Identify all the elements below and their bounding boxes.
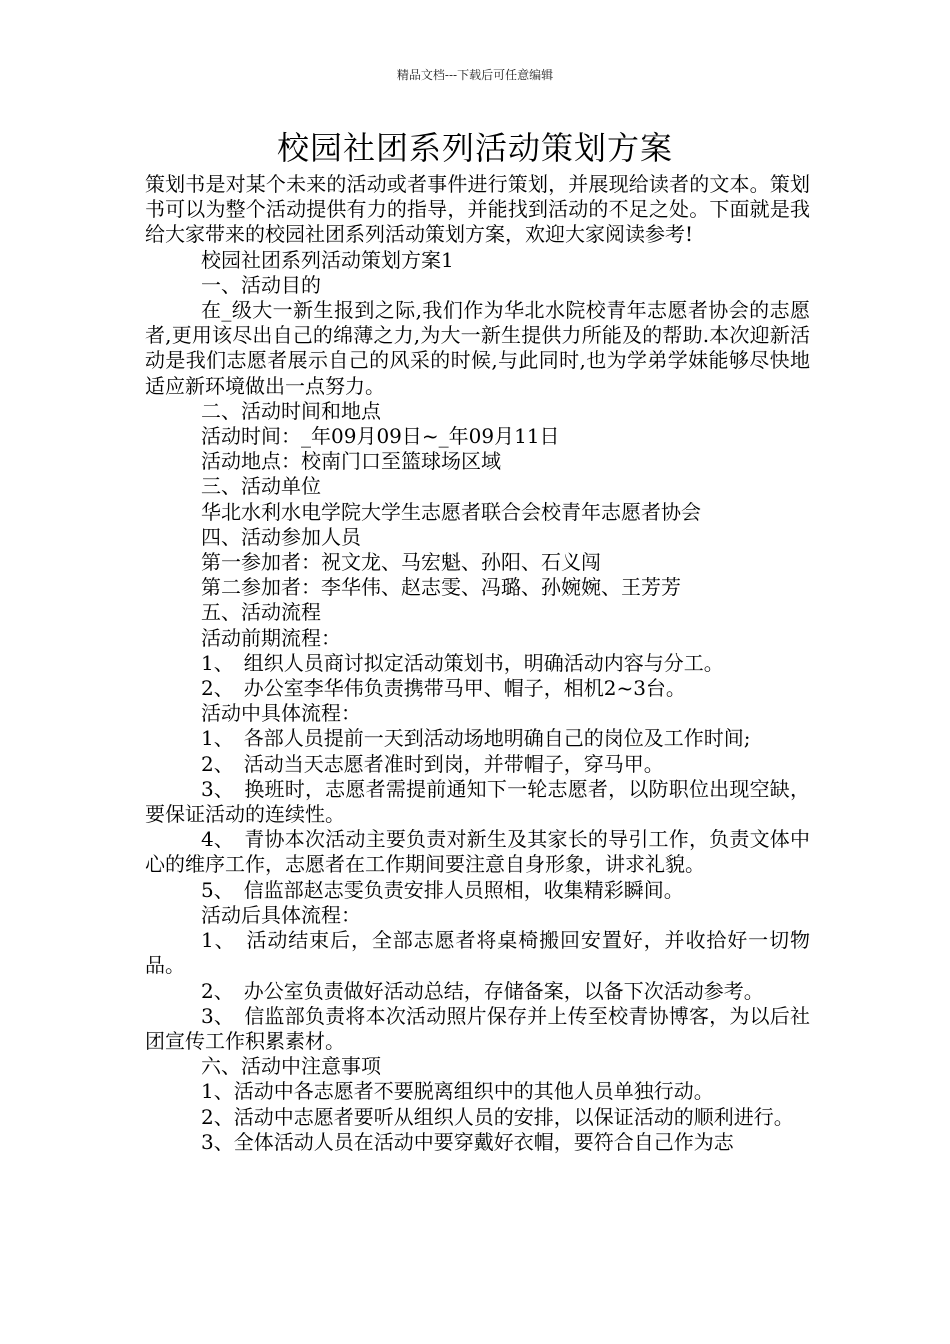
paragraph: 3、 信监部负责将本次活动照片保存并上传至校青协博客，为以后社团宣传工作积累素材。 <box>145 1003 810 1053</box>
paragraph: 四、活动参加人员 <box>201 524 361 549</box>
paragraph: 2、活动中志愿者要听从组织人员的安排，以保证活动的顺利进行。 <box>201 1104 794 1129</box>
paragraph: 第一参加者：祝文龙、马宏魁、孙阳、石义闯 <box>201 550 601 575</box>
paragraph: 二、活动时间和地点 <box>201 398 381 423</box>
paragraph: 五、活动流程 <box>201 600 321 625</box>
paragraph: 活动前期流程： <box>201 625 341 650</box>
paragraph: 活动后具体流程： <box>201 902 361 927</box>
document-title: 校园社团系列活动策划方案 <box>276 129 673 167</box>
paragraph: 1、 活动结束后，全部志愿者将桌椅搬回安置好，并收拾好一切物品。 <box>145 928 810 978</box>
document-body <box>145 172 810 1155</box>
paragraph: 活动时间：_年09月09日~_年09月11日 <box>201 424 560 449</box>
paragraph: 2、 办公室负责做好活动总结，存储备案，以备下次活动参考。 <box>201 978 764 1003</box>
paragraph: 策划书是对某个未来的活动或者事件进行策划，并展现给读者的文本。策划书可以为整个活动提供有力的指导，并能找到活动的不足之处。下面就是我给大家带来的校园社团系列活动策划方案，欢迎大家阅读参考! <box>145 172 810 247</box>
paragraph: 第二参加者：李华伟、赵志雯、冯璐、孙婉婉、王芳芳 <box>201 575 681 600</box>
paragraph: 在_级大一新生报到之际,我们作为华北水院校青年志愿者协会的志愿者,更用该尽出自己的绵薄之力,为大一新生提供力所能及的帮助.本次迎新活动是我们志愿者展示自己的风采的时候,与此同时,也为学弟学妹能够尽快地适应新环境做出一点努力。 <box>145 298 810 398</box>
paragraph: 4、 青协本次活动主要负责对新生及其家长的导引工作，负责文体中心的维序工作，志愿者在工作期间要注意自身形象，讲求礼貌。 <box>145 827 810 877</box>
paragraph: 华北水利水电学院大学生志愿者联合会校青年志愿者协会 <box>201 499 701 524</box>
paragraph: 1、活动中各志愿者不要脱离组织中的其他人员单独行动。 <box>201 1079 714 1104</box>
paragraph: 3、全体活动人员在活动中要穿戴好衣帽，要符合自己作为志 <box>201 1129 734 1154</box>
paragraph: 1、 各部人员提前一天到活动场地明确自己的岗位及工作时间; <box>201 726 751 751</box>
page-header: 精品文档---下载后可任意编辑 <box>396 68 554 82</box>
paragraph: 校园社团系列活动策划方案1 <box>201 247 454 272</box>
paragraph: 5、 信监部赵志雯负责安排人员照相，收集精彩瞬间。 <box>201 877 684 902</box>
paragraph: 活动中具体流程： <box>201 701 361 726</box>
paragraph: 活动地点：校南门口至篮球场区域 <box>201 449 501 474</box>
paragraph: 三、活动单位 <box>201 474 321 499</box>
paragraph: 3、 换班时，志愿者需提前通知下一轮志愿者，以防职位出现空缺，要保证活动的连续性。 <box>145 776 810 827</box>
paragraph: 1、 组织人员商讨拟定活动策划书，明确活动内容与分工。 <box>201 650 724 675</box>
paragraph: 六、活动中注意事项 <box>201 1054 381 1079</box>
paragraph: 一、活动目的 <box>201 272 321 297</box>
paragraph: 2、 活动当天志愿者准时到岗，并带帽子，穿马甲。 <box>201 751 664 776</box>
paragraph: 2、 办公室李华伟负责携带马甲、帽子，相机2~3台。 <box>201 676 686 701</box>
